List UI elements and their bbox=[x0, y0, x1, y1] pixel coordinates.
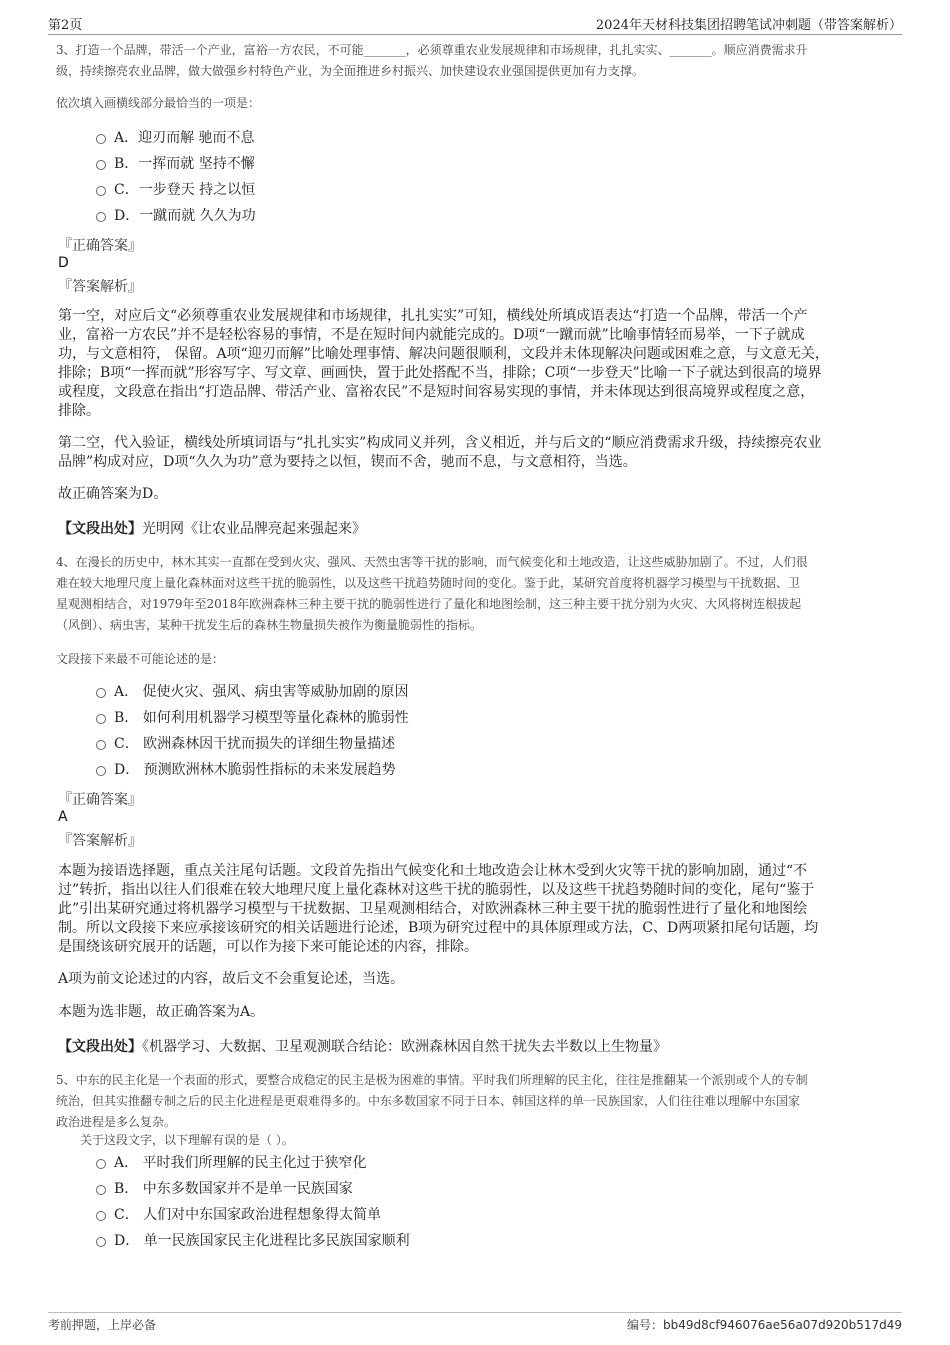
document-code: 编号：bb49d8cf946076ae56a07d920b517d49 bbox=[627, 1318, 902, 1332]
page-header bbox=[48, 14, 902, 36]
q3-conclusion: 故正确答案为D。 bbox=[58, 486, 168, 502]
q3-prompt: 依次填入画横线部分最恰当的一项是： bbox=[56, 96, 261, 110]
q3-analysis-para1 bbox=[58, 307, 890, 421]
q4-conclusion: 本题为选非题，故正确答案为A。 bbox=[58, 1004, 265, 1020]
q4-analysis-para2: A项为前文论述过的内容，故后文不会重复论述，当选。 bbox=[58, 971, 405, 987]
q3-stem bbox=[56, 40, 896, 82]
text-line: 本题为接语选择题，重点关注尾句话题。文段首先指出气候变化和土地改造会让林木受到火灾等干扰的影响加剧，通过“不 bbox=[58, 863, 808, 879]
q4-option-b[interactable]: B． 如何利用机器学习模型等量化森林的脆弱性 bbox=[96, 708, 409, 728]
q5-stem-line: 统治，但其实推翻专制之后的民主化进程是更艰难得多的。中东多数国家不同于日本、韩国这样的单一民族国家，人们往往难以理解中东国家 bbox=[56, 1094, 801, 1108]
radio-icon[interactable] bbox=[96, 1211, 106, 1221]
q5-option-d[interactable]: D． 单一民族国家民主化进程比多民族国家顺利 bbox=[96, 1231, 410, 1251]
q5-prompt: 关于这段文字，以下理解有误的是（ ）。 bbox=[80, 1133, 294, 1147]
q3-stem-line: 3、打造一个品牌，带活一个产业，富裕一方农民，不可能_______，必须尊重农业发展规律和市场规律，扎扎实实、_______。顺应消费需求升 bbox=[56, 43, 808, 57]
q3-answer: D bbox=[58, 255, 69, 271]
q3-analysis-label: 『答案解析』 bbox=[58, 279, 142, 295]
q3-answer-label: 『正确答案』 bbox=[58, 238, 142, 254]
q4-stem-line: （风倒）、病虫害，某种干扰发生后的森林生物量损失被作为衡量脆弱性的指标。 bbox=[56, 618, 483, 632]
q5-option-c[interactable]: C． 人们对中东国家政治进程想象得太简单 bbox=[96, 1205, 381, 1225]
q3-option-a[interactable]: A．迎刃而解 驰而不息 bbox=[96, 128, 255, 148]
q3-analysis-para2 bbox=[58, 434, 890, 472]
q3-option-d[interactable]: D．一蹴而就 久久为功 bbox=[96, 206, 256, 226]
q3-option-c[interactable]: C．一步登天 持之以恒 bbox=[96, 180, 255, 200]
footer-slogan: 考前押题，上岸必备 bbox=[48, 1318, 157, 1332]
text-line: 业，富裕一方农民”并不是轻松容易的事情，不是在短时间内就能完成的。D项“一蹴而就”比喻事情轻而易举，一下子就成 bbox=[58, 327, 805, 343]
radio-icon[interactable] bbox=[96, 1185, 106, 1195]
text-line: 排除。 bbox=[58, 403, 100, 419]
footer-divider bbox=[48, 1312, 902, 1313]
radio-icon[interactable] bbox=[96, 740, 106, 750]
q4-stem-line: 4、在漫长的历史中，林木其实一直都在受到火灾、强风、天然虫害等干扰的影响，而气候变化和土地改造，让这些威胁加剧了。不过，人们很 bbox=[56, 555, 808, 569]
q4-option-a[interactable]: A． 促使火灾、强风、病虫害等威胁加剧的原因 bbox=[96, 682, 409, 702]
radio-icon[interactable] bbox=[96, 714, 106, 724]
q3-source: 【文段出处】光明网《让农业品牌亮起来强起来》 bbox=[58, 521, 366, 537]
radio-icon[interactable] bbox=[96, 1159, 106, 1169]
q5-option-b[interactable]: B． 中东多数国家并不是单一民族国家 bbox=[96, 1179, 353, 1199]
q4-prompt: 文段接下来最不可能论述的是： bbox=[56, 652, 225, 666]
page-number: 第2页 bbox=[48, 18, 83, 33]
radio-icon[interactable] bbox=[96, 186, 106, 196]
header-divider bbox=[48, 34, 902, 35]
q4-analysis-para1 bbox=[58, 862, 890, 957]
text-line: 第二空，代入验证，横线处所填词语与“扎扎实实”构成同义并列，含义相近，并与后文的“顺应消费需求升级，持续擦亮农业 bbox=[58, 435, 822, 451]
q5-stem-line: 政治进程是多么复杂。 bbox=[56, 1115, 177, 1129]
document-title: 2024年天材科技集团招聘笔试冲刺题（带答案解析） bbox=[595, 18, 902, 33]
q4-answer-label: 『正确答案』 bbox=[58, 792, 142, 808]
radio-icon[interactable] bbox=[96, 688, 106, 698]
text-line: 或程度，文段意在指出“打造品牌、带活产业、富裕农民”不是短时间容易实现的事情，并未体现达到很高境界或程度之意， bbox=[58, 384, 815, 400]
q4-stem-line: 星观测相结合，对1979年至2018年欧洲森林三种主要干扰的脆弱性进行了量化和地图绘制，这三种主要干扰分别为火灾、大风将树连根拔起 bbox=[56, 597, 802, 611]
text-line: 制。所以文段接下来应承接该研究的相关话题进行论述，B项为研究过程中的具体原理或方法，C、D两项紧扣尾句话题，均 bbox=[58, 920, 819, 936]
q4-stem-line: 难在较大地理尺度上量化森林面对这些干扰的脆弱性，以及这些干扰趋势随时间的变化。鉴于此，某研究首度将机器学习模型与干扰数据、卫 bbox=[56, 576, 801, 590]
q3-option-b[interactable]: B．一挥而就 坚持不懈 bbox=[96, 154, 255, 174]
text-line: 此”引出某研究通过将机器学习模型与干扰数据、卫星观测相结合，对欧洲森林三种主要干扰的脆弱性进行了量化和地图绘 bbox=[58, 901, 808, 917]
q3-stem-line: 级，持续擦亮农业品牌，做大做强乡村特色产业，为全面推进乡村振兴、加快建设农业强国提供更加有力支撑。 bbox=[56, 64, 645, 78]
q5-stem bbox=[56, 1070, 896, 1133]
q5-stem-line: 5、中东的民主化是一个表面的形式，要整合成稳定的民主是极为困难的事情。平时我们所理解的民主化，往往是推翻某一个派别或个人的专制 bbox=[56, 1073, 808, 1087]
q4-answer: A bbox=[58, 809, 68, 825]
q5-option-a[interactable]: A． 平时我们所理解的民主化过于狭窄化 bbox=[96, 1153, 367, 1173]
text-line: 第一空，对应后文“必须尊重农业发展规律和市场规律，扎扎实实”可知，横线处所填成语表达“打造一个品牌，带活一个产 bbox=[58, 308, 808, 324]
radio-icon[interactable] bbox=[96, 766, 106, 776]
radio-icon[interactable] bbox=[96, 212, 106, 222]
text-line: 功，与文意相符， 保留。A项“迎刃而解”比喻处理事情、解决问题很顺利，文段并未体现解决问题或困难之意，与文意无关， bbox=[58, 346, 829, 362]
text-line: 过”转折，指出以往人们很难在较大地理尺度上量化森林对这些干扰的脆弱性，以及这些干扰趋势随时间的变化，尾句“鉴于 bbox=[58, 882, 815, 898]
q4-source: 【文段出处】《机器学习、大数据、卫星观测联合结论：欧洲森林因自然干扰失去半数以上生物量》 bbox=[58, 1039, 667, 1055]
text-line: 排除；B项“一挥而就”形容写字、写文章、画画快，置于此处搭配不当，排除；C项“一步登天”比喻一下子就达到很高的境界 bbox=[58, 365, 822, 381]
q4-option-d[interactable]: D． 预测欧洲林木脆弱性指标的未来发展趋势 bbox=[96, 760, 396, 780]
q4-stem bbox=[56, 552, 896, 636]
radio-icon[interactable] bbox=[96, 1237, 106, 1247]
radio-icon[interactable] bbox=[96, 134, 106, 144]
q4-analysis-label: 『答案解析』 bbox=[58, 833, 142, 849]
q4-option-c[interactable]: C． 欧洲森林因干扰而损失的详细生物量描述 bbox=[96, 734, 395, 754]
text-line: 是围绕该研究展开的话题，可以作为接下来可能论述的内容，排除。 bbox=[58, 939, 478, 955]
text-line: 品牌”构成对应，D项“久久为功”意为要持之以恒，锲而不舍，驰而不息，与文意相符，当选。 bbox=[58, 454, 637, 470]
radio-icon[interactable] bbox=[96, 160, 106, 170]
